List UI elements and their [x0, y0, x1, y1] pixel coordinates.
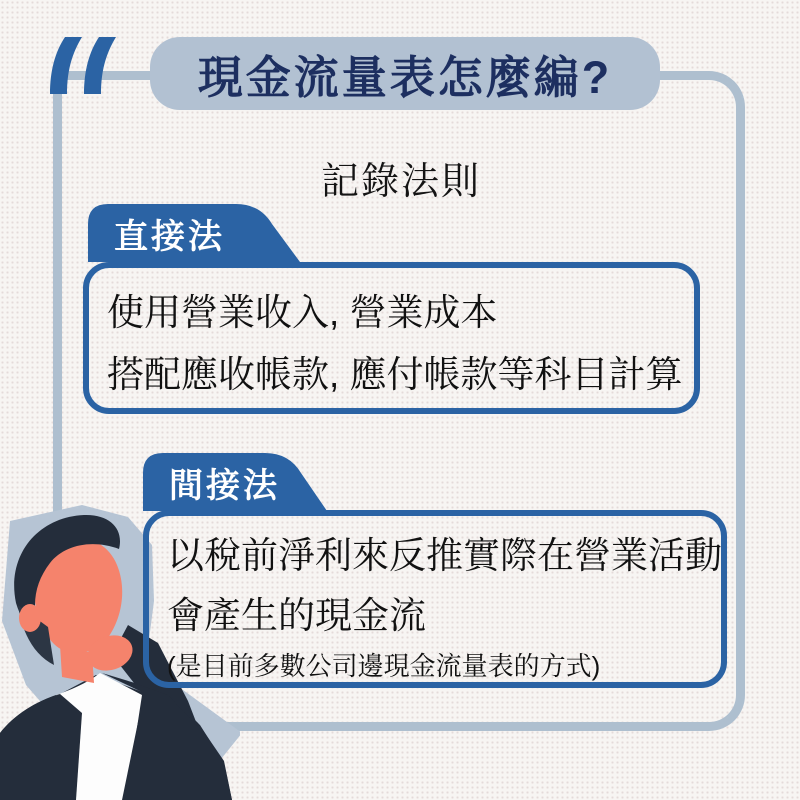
suit-lapel-left — [0, 694, 82, 800]
direct-method-line-1: 使用營業收入, 營業成本 — [107, 292, 498, 333]
indirect-method-tab — [143, 453, 329, 516]
indirect-method-line-2: 會產生的現金流 — [167, 595, 426, 636]
direct-method-label: 直接法 — [114, 217, 225, 256]
indirect-method-box — [143, 510, 727, 688]
opening-double-quote-icon — [50, 37, 116, 95]
direct-method-line-2: 搭配應收帳款, 應付帳款等科目計算 — [107, 354, 683, 395]
section-subtitle: 記錄法則 — [320, 161, 481, 203]
direct-method-box — [83, 262, 700, 414]
page-title: 現金流量表怎麼編? — [197, 52, 613, 103]
indirect-method-label: 間接法 — [169, 466, 280, 505]
title-banner — [150, 37, 660, 110]
indirect-method-line-1: 以稅前淨利來反推實際在營業活動 — [167, 535, 722, 576]
indirect-method-note: (是目前多數公司邊現金流量表的方式) — [167, 651, 601, 681]
direct-method-tab — [88, 204, 303, 267]
ear — [19, 604, 41, 632]
